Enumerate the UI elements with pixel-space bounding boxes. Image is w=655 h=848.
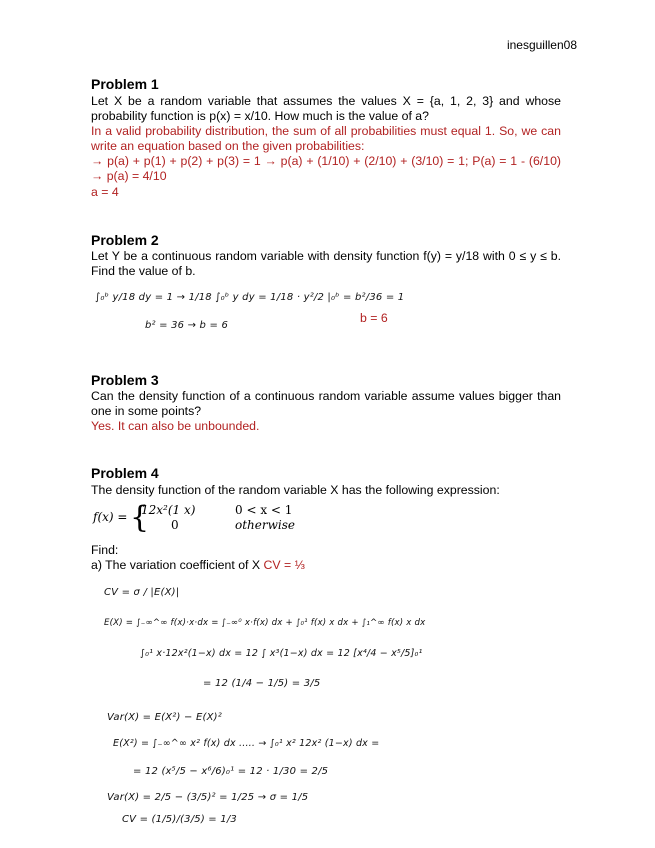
problem-2-statement: Let Y be a continuous random variable with density function f(y) = y/18 with 0 ≤ y ≤ b. Find the value of b. xyxy=(91,249,561,278)
formula-row1-cond: 0 < x < 1 xyxy=(235,503,293,517)
problem-2-answer: b = 6 xyxy=(360,311,388,325)
problem-2-handwritten-line-2: b² = 36 → b = 6 xyxy=(145,320,228,331)
formula-brace: { xyxy=(130,500,150,535)
problem-4-hw-expectation: E(X) = ∫₋∞^∞ f(x)·x·dx = ∫₋∞⁰ x·f(x) dx + ∫₀¹ f(x) x dx + ∫₁^∞ f(x) x dx xyxy=(104,618,426,628)
part-a-question: a) The variation coefficient of X xyxy=(91,558,261,572)
formula-row1-expr: 12x²(1 x) xyxy=(141,503,196,517)
problem-1-title: Problem 1 xyxy=(91,76,159,92)
problem-4-hw-cv-def: CV = σ / |E(X)| xyxy=(104,587,180,598)
problem-4-statement: The density function of the random variable X has the following expression: xyxy=(91,483,500,497)
problem-4-hw-mean-result: = 12 (1/4 − 1/5) = 3/5 xyxy=(203,678,321,689)
problem-4-hw-integral: ∫₀¹ x·12x²(1−x) dx = 12 ∫ x³(1−x) dx = 12 [x⁴/4 − x⁵/5]₀¹ xyxy=(140,648,423,659)
problem-3-answer: Yes. It can also be unbounded. xyxy=(91,419,260,433)
problem-4-hw-var-result: Var(X) = 2/5 − (3/5)² = 1/25 → σ = 1/5 xyxy=(107,792,309,803)
problem-1-answer-equation: → p(a) + p(1) + p(2) + p(3) = 1 → p(a) + (1/10) + (2/10) + (3/10) = 1; P(a) = 1 - (6/10) → p(a) = 4/10 xyxy=(91,154,561,183)
formula-row2-expr: 0 xyxy=(171,518,179,532)
problem-4-part-a xyxy=(91,558,305,573)
author-name: inesguillen08 xyxy=(506,38,577,52)
problem-1-statement: Let X be a random variable that assumes the values X = {a, 1, 2, 3} and whose probability function is p(x) = x/10. How much is the value of a? xyxy=(91,94,561,123)
problem-4-title: Problem 4 xyxy=(91,465,159,481)
problem-2-handwritten-line-1: ∫₀ᵇ y/18 dy = 1 → 1/18 ∫₀ᵇ y dy = 1/18 · y²/2 |₀ᵇ = b²/36 = 1 xyxy=(95,292,405,303)
problem-1-answer-value: a = 4 xyxy=(91,185,119,199)
problem-4-hw-ex2: E(X²) = ∫₋∞^∞ x² f(x) dx ..... → ∫₀¹ x² 12x² (1−x) dx = xyxy=(113,738,380,749)
problem-2-title: Problem 2 xyxy=(91,232,159,248)
problem-4-find: Find: xyxy=(91,543,119,557)
formula-row2-cond: otherwise xyxy=(235,518,295,532)
problem-4-hw-ex2-result: = 12 (x⁵/5 − x⁶/6)₀¹ = 12 · 1/30 = 2/5 xyxy=(133,766,329,777)
formula-lhs: f(x) = xyxy=(93,510,128,524)
problem-3-statement: Can the density function of a continuous random variable assume values bigger than one in some points? xyxy=(91,389,561,418)
problem-3-title: Problem 3 xyxy=(91,372,159,388)
problem-1-answer-explanation: In a valid probability distribution, the sum of all probabilities must equal 1. So, we can write an equation based on the given probabilities: xyxy=(91,124,561,153)
problem-4-hw-var-def: Var(X) = E(X²) − E(X)² xyxy=(107,712,222,723)
part-a-answer: CV = ⅓ xyxy=(263,558,305,572)
problem-4-hw-cv-result: CV = (1/5)/(3/5) = 1/3 xyxy=(122,814,237,825)
